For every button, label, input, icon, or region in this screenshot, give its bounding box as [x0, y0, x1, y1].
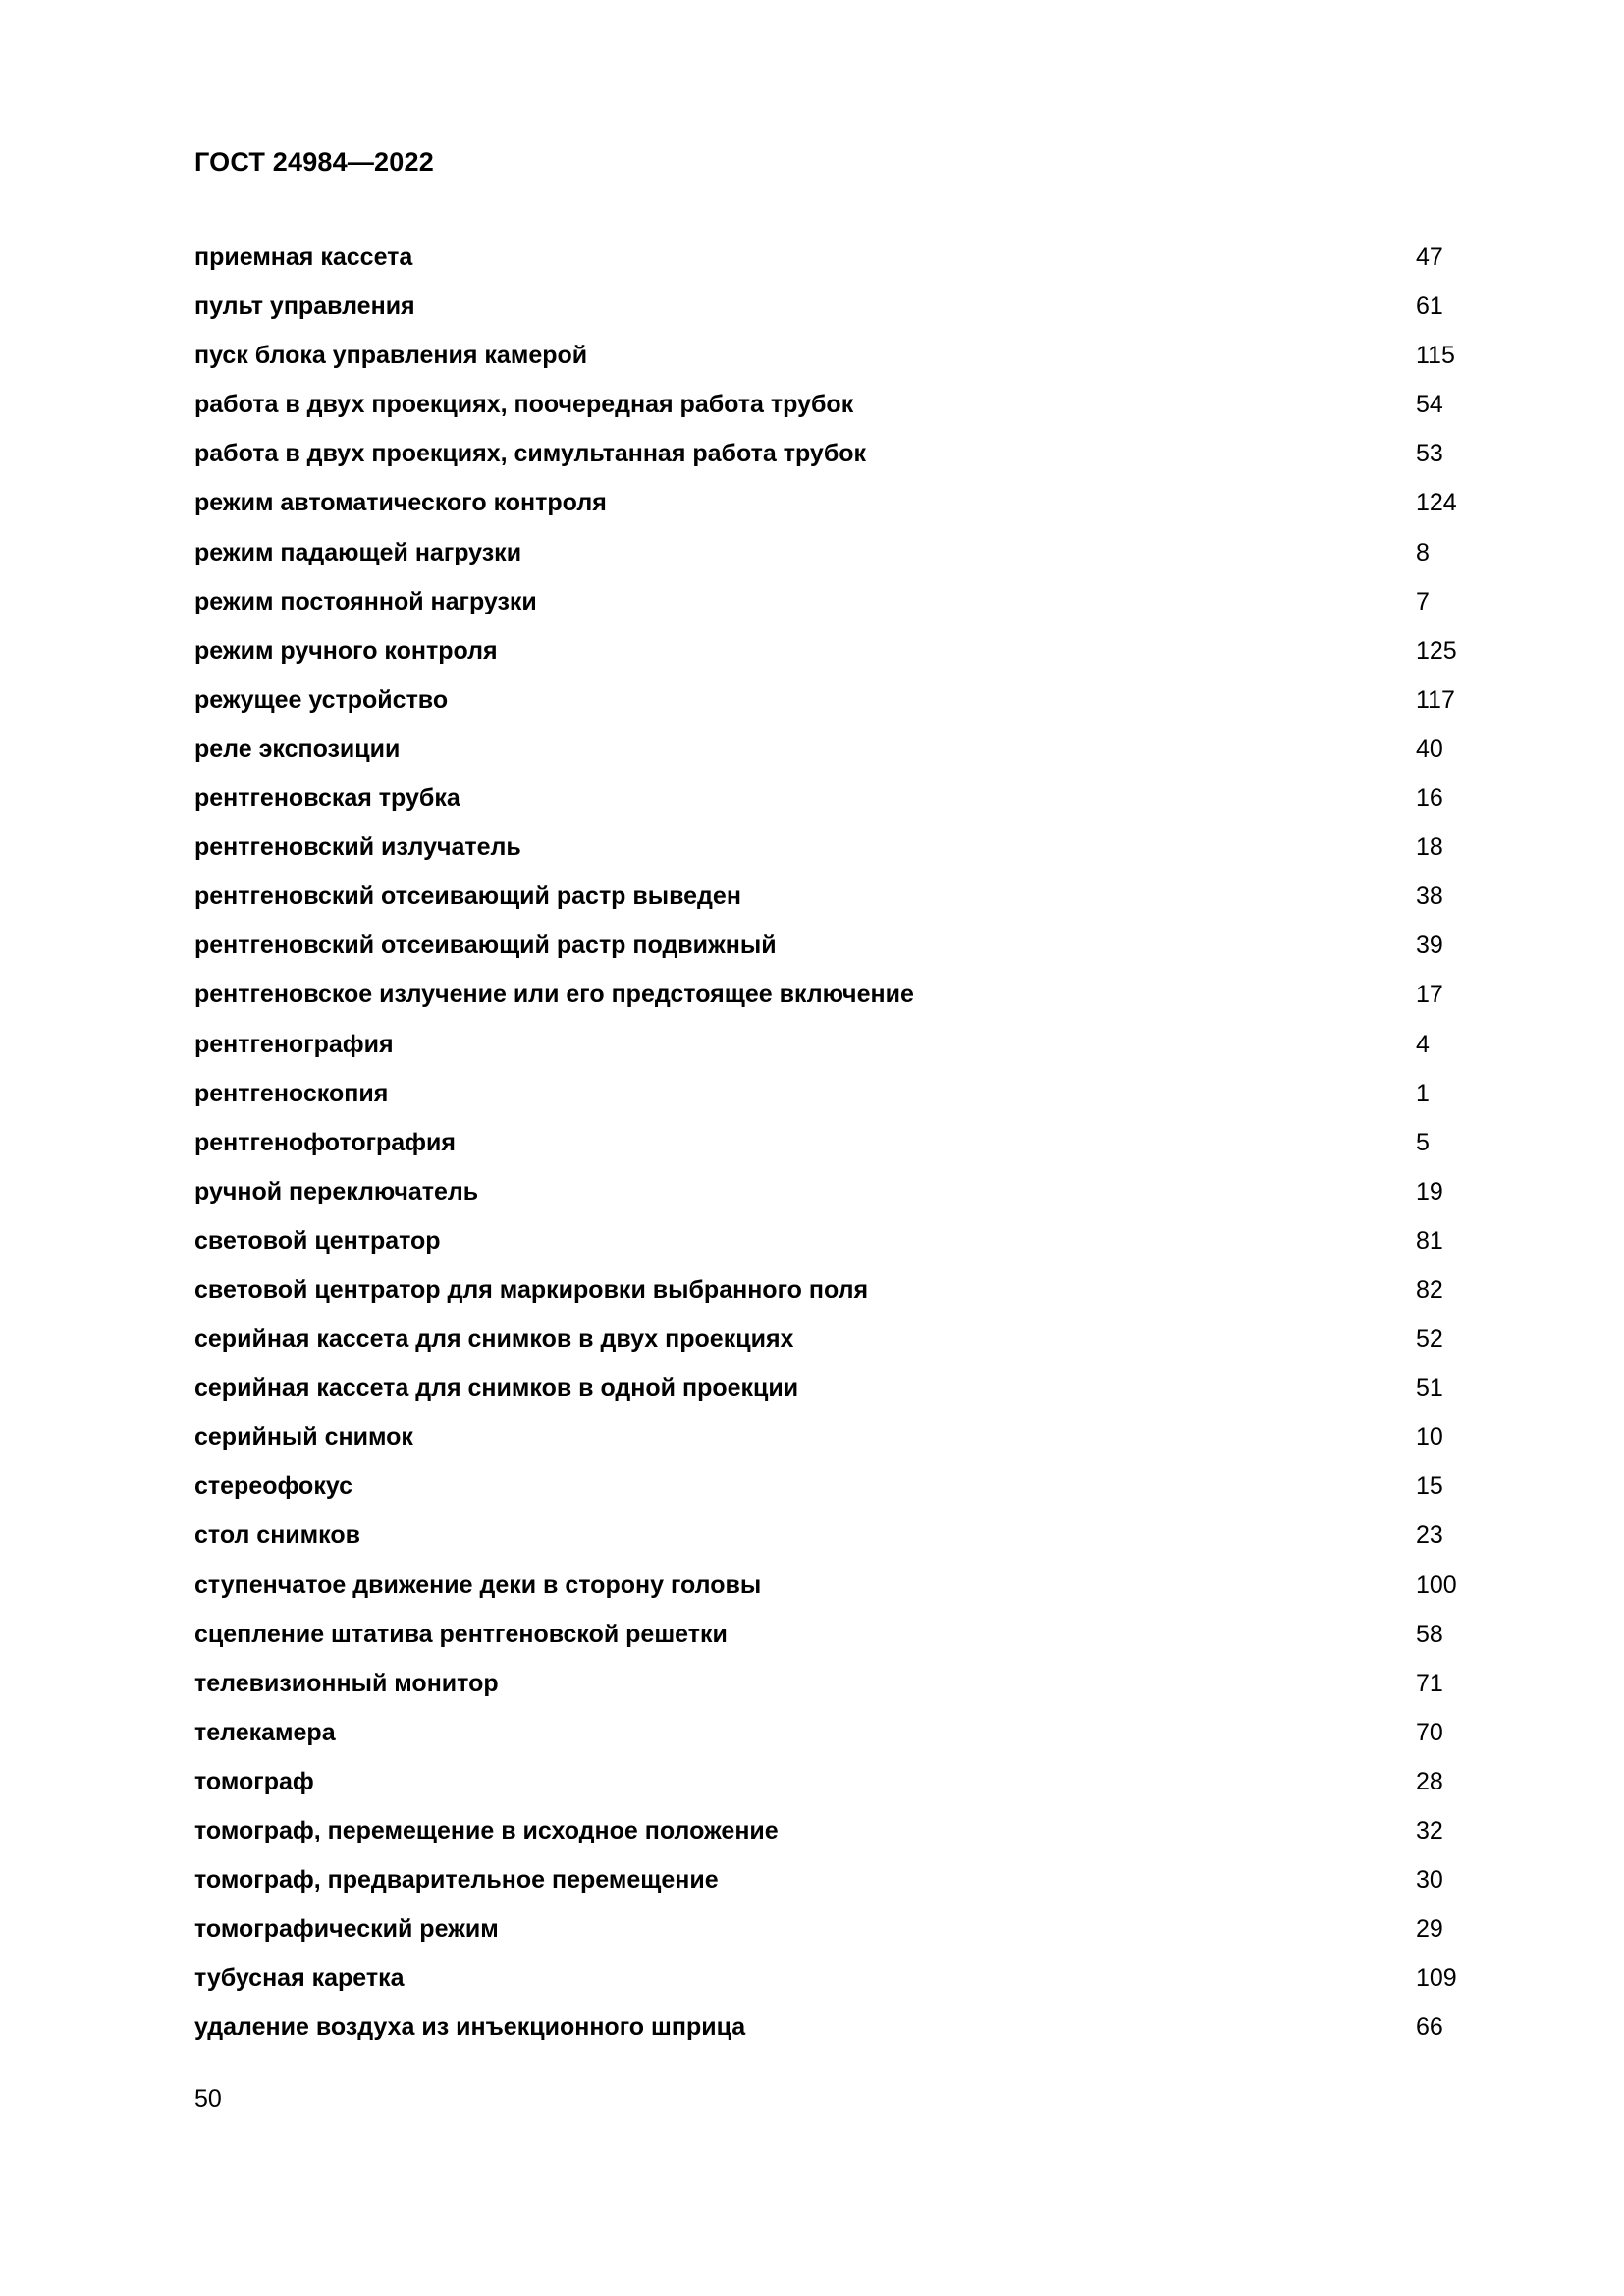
index-term: приемная кассета [194, 243, 413, 271]
index-entry [194, 1618, 1471, 1667]
index-term: рентгенофотография [194, 1128, 457, 1156]
index-term-number: 100 [1416, 1571, 1457, 1599]
index-term-number: 61 [1416, 293, 1443, 321]
index-term: сцепление штатива рентгеновской решетки [194, 1620, 728, 1648]
index-term-number: 18 [1416, 833, 1443, 862]
index-term: режим постоянной нагрузки [194, 587, 537, 615]
index-term-number: 39 [1416, 932, 1443, 960]
index-entry [194, 1371, 1471, 1420]
index-term: режим падающей нагрузки [194, 538, 522, 566]
index-term-number: 5 [1416, 1128, 1430, 1156]
index-term: томограф, перемещение в исходное положение [194, 1817, 779, 1844]
index-entry [194, 240, 1471, 290]
index-term: реле экспозиции [194, 734, 401, 763]
index-term: рентгеновский отсеивающий растр подвижный [194, 932, 777, 960]
index-term-number: 29 [1416, 1915, 1443, 1944]
index-term-number: 1 [1416, 1079, 1430, 1107]
index-entry [194, 1077, 1471, 1126]
index-term: томограф, предварительное перемещение [194, 1866, 719, 1895]
index-term: световой центратор для маркировки выбранного поля [194, 1275, 869, 1304]
index-term: работа в двух проекциях, симультанная работа трубок [194, 440, 867, 468]
index-term-number: 117 [1416, 685, 1455, 714]
index-term-number: 17 [1416, 981, 1443, 1009]
index-term-number: 30 [1416, 1866, 1443, 1895]
index-term-number: 70 [1416, 1718, 1443, 1746]
index-term-number: 124 [1416, 489, 1457, 517]
index-term-number: 15 [1416, 1472, 1443, 1501]
index-entry [194, 536, 1471, 585]
index-entry [194, 929, 1471, 978]
index-term-number: 28 [1416, 1767, 1443, 1795]
index-entry [194, 290, 1471, 339]
index-term-number: 82 [1416, 1275, 1443, 1304]
index-term-number: 7 [1416, 587, 1430, 615]
index-entry [194, 1028, 1471, 1077]
index-term-number: 16 [1416, 784, 1443, 813]
index-term-number: 51 [1416, 1374, 1443, 1403]
index-term-number: 115 [1416, 342, 1455, 370]
index-term: режим автоматического контроля [194, 489, 607, 517]
index-term-number: 125 [1416, 636, 1457, 665]
index-entry [194, 1519, 1471, 1568]
index-entry [194, 1569, 1471, 1618]
index-term-number: 19 [1416, 1177, 1443, 1205]
page-title: ГОСТ 24984—2022 [194, 147, 434, 177]
index-term: серийная кассета для снимков в двух проекциях [194, 1325, 794, 1354]
index-entry [194, 978, 1471, 1027]
index-term-number: 109 [1416, 1964, 1457, 1993]
index-term: световой центратор [194, 1226, 441, 1255]
index-entry [194, 437, 1471, 486]
index-term: стол снимков [194, 1522, 360, 1550]
page-number: 50 [194, 2085, 222, 2112]
index-term-number: 40 [1416, 734, 1443, 763]
index-term-number: 71 [1416, 1669, 1443, 1697]
index-entry [194, 486, 1471, 535]
index-entry [194, 388, 1471, 437]
index-term-number: 10 [1416, 1423, 1443, 1452]
index-entry [194, 732, 1471, 781]
index-term: рентгеновское излучение или его предстоящее включение [194, 981, 914, 1009]
index-term: рентгеновский излучатель [194, 833, 521, 862]
index-term: тубусная каретка [194, 1964, 405, 1993]
index-term-number: 23 [1416, 1522, 1443, 1550]
index-entry [194, 1224, 1471, 1273]
index-term: пуск блока управления камерой [194, 342, 588, 370]
index-term: ступенчатое движение деки в сторону головы [194, 1571, 762, 1599]
index-term-number: 38 [1416, 882, 1443, 911]
index-entry [194, 1469, 1471, 1519]
index-term-number: 8 [1416, 538, 1430, 566]
index-term: рентгеновский отсеивающий растр выведен [194, 882, 741, 911]
index-term-number: 32 [1416, 1817, 1443, 1844]
index-term: режим ручного контроля [194, 636, 498, 665]
index-entry [194, 1667, 1471, 1716]
index-term: удаление воздуха из инъекционного шприца [194, 2013, 746, 2042]
index-term: рентгенография [194, 1030, 394, 1058]
index-entry [194, 1912, 1471, 1961]
index-term: рентгеновская трубка [194, 784, 460, 813]
index-term-number: 58 [1416, 1620, 1443, 1648]
index-term: томограф [194, 1767, 314, 1795]
index-entry [194, 830, 1471, 880]
alphabetical-index [194, 240, 1471, 2059]
index-term-number: 4 [1416, 1030, 1430, 1058]
index-term-number: 47 [1416, 243, 1443, 271]
index-entry [194, 634, 1471, 683]
index-entry [194, 880, 1471, 929]
index-entry [194, 781, 1471, 830]
index-entry [194, 1716, 1471, 1765]
index-term: работа в двух проекциях, поочередная работа трубок [194, 391, 854, 419]
index-entry [194, 585, 1471, 634]
index-entry [194, 1420, 1471, 1469]
index-entry [194, 1961, 1471, 2010]
index-term: телекамера [194, 1718, 336, 1746]
index-term: серийная кассета для снимков в одной проекции [194, 1374, 799, 1403]
index-term-number: 53 [1416, 440, 1443, 468]
index-entry [194, 1175, 1471, 1224]
index-entry [194, 1322, 1471, 1371]
index-term: серийный снимок [194, 1423, 413, 1452]
index-term-number: 81 [1416, 1226, 1443, 1255]
index-term: ручной переключатель [194, 1177, 479, 1205]
index-entry [194, 1273, 1471, 1322]
index-entry [194, 2010, 1471, 2059]
index-entry [194, 339, 1471, 388]
index-term-number: 54 [1416, 391, 1443, 419]
index-term: томографический режим [194, 1915, 499, 1944]
index-term: режущее устройство [194, 685, 449, 714]
index-term-number: 66 [1416, 2013, 1443, 2042]
index-term: рентгеноскопия [194, 1079, 389, 1107]
index-entry [194, 1863, 1471, 1912]
index-entry [194, 1126, 1471, 1175]
index-entry [194, 683, 1471, 732]
index-term: стереофокус [194, 1472, 353, 1501]
index-term: пульт управления [194, 293, 415, 321]
index-entry [194, 1765, 1471, 1814]
index-entry [194, 1814, 1471, 1863]
index-term: телевизионный монитор [194, 1669, 499, 1697]
index-term-number: 52 [1416, 1325, 1443, 1354]
